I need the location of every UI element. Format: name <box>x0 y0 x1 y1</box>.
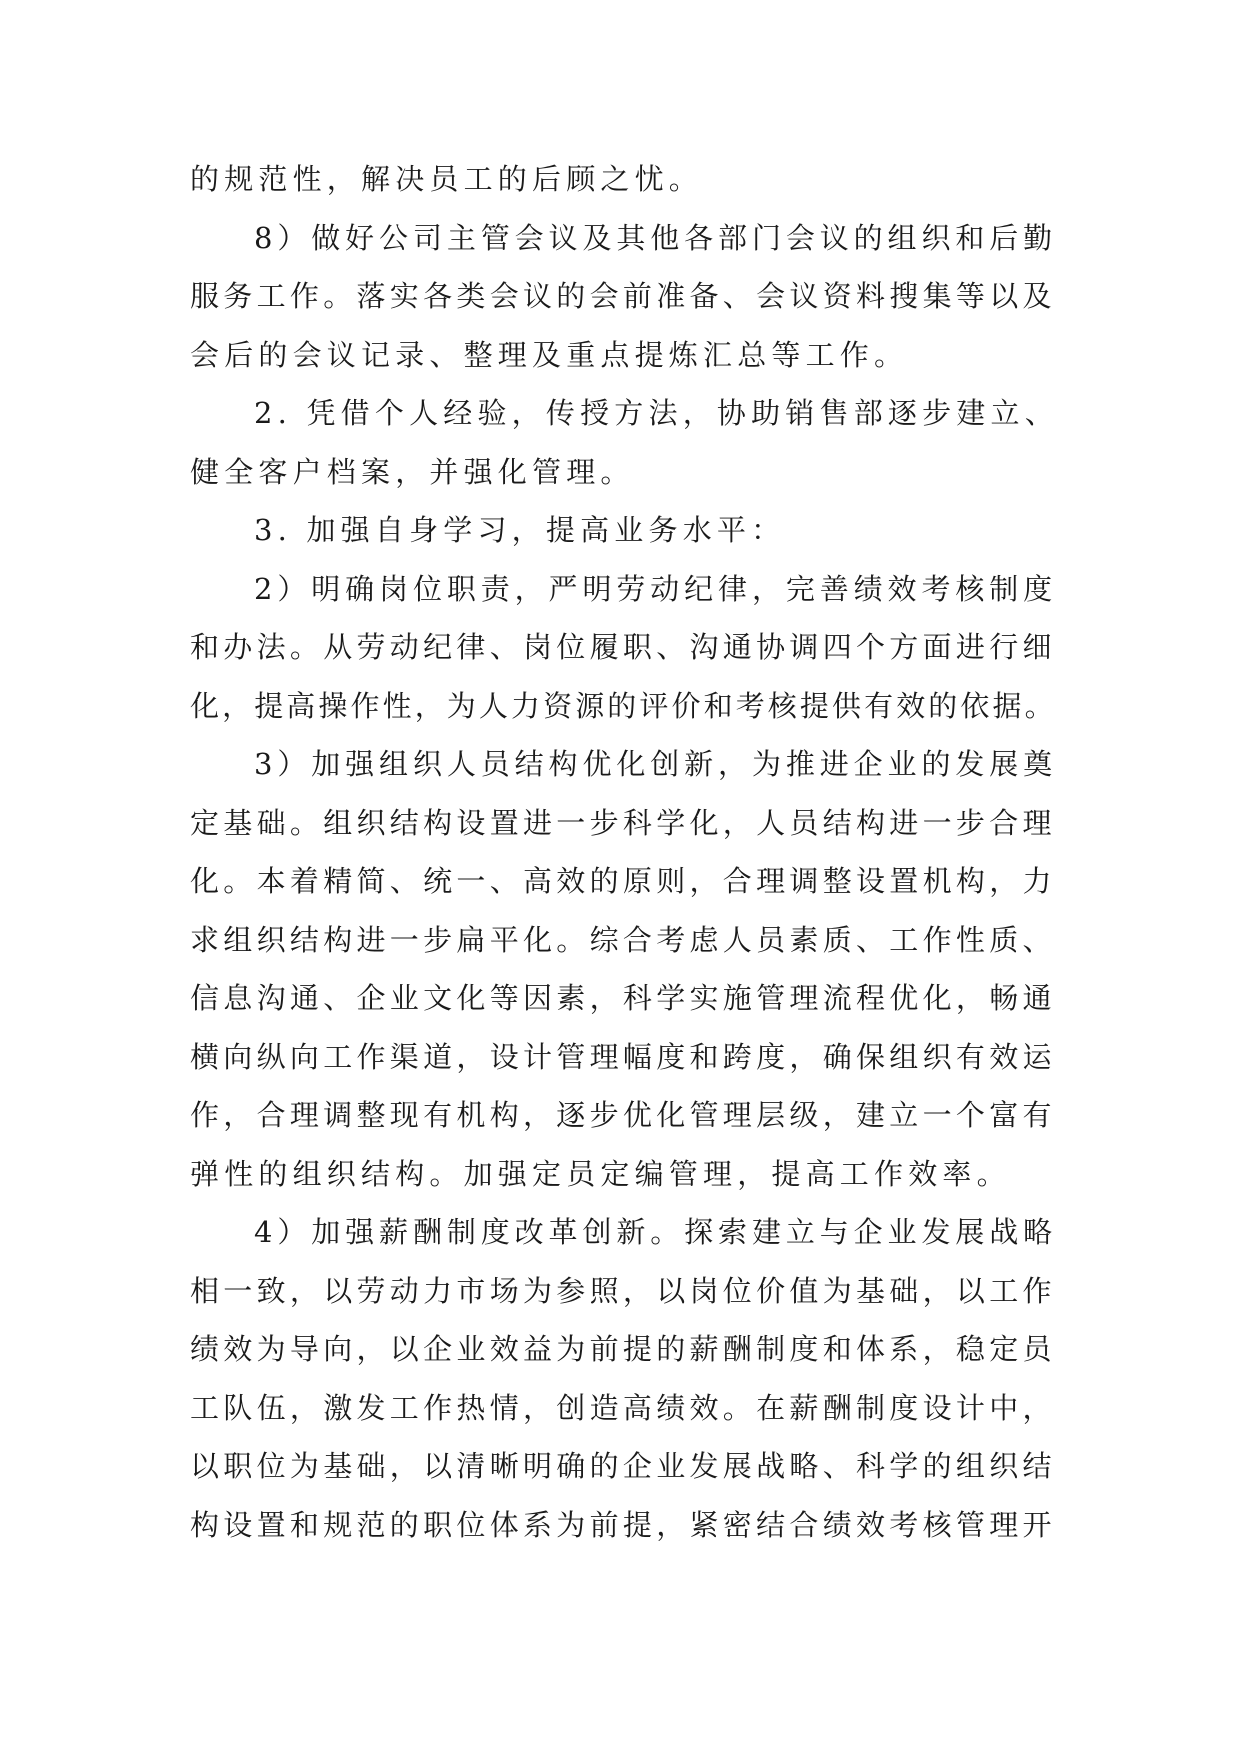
text-line: 2. 凭借个人经验，传授方法，协助销售部逐步建立、 <box>254 396 1059 430</box>
text-line: 8）做好公司主管会议及其他各部门会议的组织和后勤 <box>254 220 1058 255</box>
text-line: 会后的会议记录、整理及重点提炼汇总等工作。 <box>190 337 909 372</box>
paragraph <box>190 384 1060 501</box>
text-line: 和办法。从劳动纪律、岗位履职、沟通协调四个方面进行细 <box>190 630 1056 664</box>
paragraph <box>190 501 1060 560</box>
text-line: 的规范性，解决员工的后顾之忧。 <box>190 162 704 196</box>
text-line: 求组织结构进一步扁平化。综合考虑人员素质、工作性质、 <box>190 922 1056 957</box>
text-line: 以职位为基础，以清晰明确的企业发展战略、科学的组织结 <box>190 1449 1056 1483</box>
text-line: 绩效为导向，以企业效益为前提的薪酬制度和体系，稳定员 <box>190 1332 1056 1366</box>
text-line: 构设置和规范的职位体系为前提，紧密结合绩效考核管理开 <box>190 1507 1056 1542</box>
text-line: 服务工作。落实各类会议的会前准备、会议资料搜集等以及 <box>190 279 1056 313</box>
paragraph <box>190 209 1060 385</box>
text-line: 相一致，以劳动力市场为参照，以岗位价值为基础，以工作 <box>190 1273 1056 1308</box>
text-line: 信息沟通、企业文化等因素，科学实施管理流程优化，畅通 <box>190 981 1056 1015</box>
text-line: 作，合理调整现有机构，逐步优化管理层级，建立一个富有 <box>190 1098 1056 1132</box>
text-line: 3. 加强自身学习，提高业务水平： <box>254 513 786 547</box>
text-line: 工队伍，激发工作热情，创造高绩效。在薪酬制度设计中， <box>190 1390 1056 1425</box>
text-line: 定基础。组织结构设置进一步科学化，人员结构进一步合理 <box>190 805 1056 840</box>
document-body <box>190 150 1060 1554</box>
paragraph <box>190 735 1060 1203</box>
text-line: 化。本着精简、统一、高效的原则，合理调整设置机构，力 <box>190 864 1056 898</box>
text-line: 4）加强薪酬制度改革创新。探索建立与企业发展战略 <box>254 1215 1058 1249</box>
text-line: 弹性的组织结构。加强定员定编管理，提高工作效率。 <box>190 1156 1011 1191</box>
paragraph <box>190 1203 1060 1554</box>
text-line: 横向纵向工作渠道，设计管理幅度和跨度，确保组织有效运 <box>190 1039 1056 1074</box>
text-line: 2）明确岗位职责，严明劳动纪律，完善绩效考核制度 <box>254 571 1058 606</box>
text-line: 化，提高操作性，为人力资源的评价和考核提供有效的依据。 <box>190 688 1057 723</box>
text-line: 健全客户档案，并强化管理。 <box>190 454 635 489</box>
text-line: 3）加强组织人员结构优化创新，为推进企业的发展奠 <box>254 747 1058 781</box>
paragraph <box>190 560 1060 736</box>
paragraph <box>190 150 1060 209</box>
